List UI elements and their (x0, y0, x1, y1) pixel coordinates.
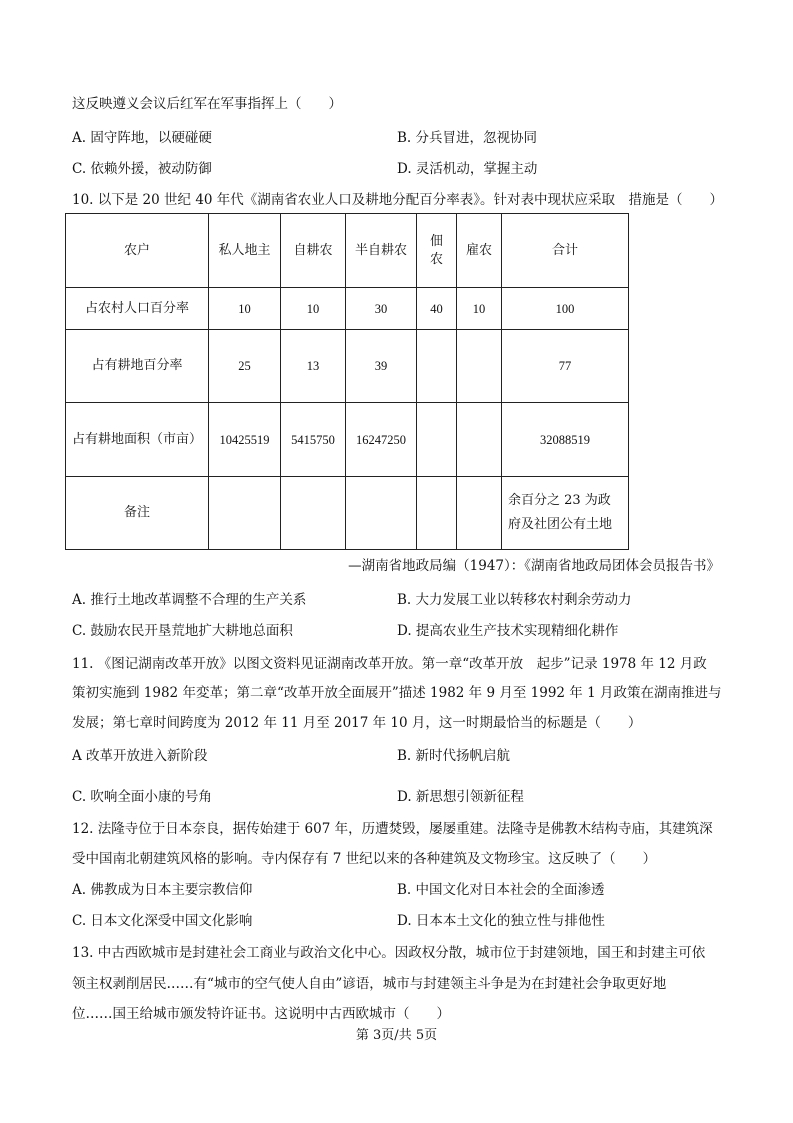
q11-line-3: 发展；第七章时间跨度为 2012 年 11 月至 2017 年 10 月，这一时期最恰当的标题是（ ） (72, 715, 642, 731)
table-cell (281, 477, 346, 550)
row-label: 占农村人口百分率 (66, 288, 209, 330)
q12-option-d: D. 日本本土文化的独立性与排他性 (397, 913, 605, 929)
q12-option-b: B. 中国文化对日本社会的全面渗透 (397, 882, 605, 898)
note-line-1: 余百分之 23 为政 (508, 493, 611, 508)
table-cell: 30 (346, 288, 417, 330)
q11-option-b: B. 新时代扬帆启航 (397, 748, 511, 764)
table-row (66, 330, 629, 403)
q10-option-b: B. 大力发展工业以转移农村剩余劳动力 (397, 592, 632, 608)
q10-option-c: C. 鼓励农民开垦荒地扩大耕地总面积 (72, 623, 293, 639)
header-cell-semi-owner: 半自耕农 (346, 214, 417, 288)
q12-option-c: C. 日本文化深受中国文化影响 (72, 913, 253, 929)
row-label: 备注 (66, 477, 209, 550)
table-row (66, 403, 629, 477)
row-label: 占有耕地百分率 (66, 330, 209, 403)
table-header-row (66, 214, 629, 288)
table-cell (417, 330, 457, 403)
header-cell-landlord: 私人地主 (209, 214, 281, 288)
q9-option-d: D. 灵活机动，掌握主动 (397, 161, 538, 177)
table-cell (457, 330, 502, 403)
table-cell: 13 (281, 330, 346, 403)
q13-line-2: 领主权剥削居民……有“城市的空气使人自由”谚语，城市与封建领主斗争是为在封建社会争取更好地 (72, 976, 667, 992)
header-cell-total: 合计 (502, 214, 629, 288)
table-source: —湖南省地政局编（1947）：《湖南省地政局团体会员报告书》 (348, 558, 720, 574)
table-cell: 10 (457, 288, 502, 330)
header-tenant-char-2: 农 (429, 251, 443, 267)
table-cell (417, 477, 457, 550)
table-cell: 25 (209, 330, 281, 403)
table-cell: 32088519 (502, 403, 629, 477)
page-footer: 第 3页/共 5页 (355, 1028, 438, 1043)
header-cell-owner-peasant: 自耕农 (281, 214, 346, 288)
q11-option-c: C. 吹响全面小康的号角 (72, 789, 212, 805)
table-cell: 10425519 (209, 403, 281, 477)
table-cell: 5415750 (281, 403, 346, 477)
header-tenant-char-1: 佃 (429, 233, 443, 249)
header-cell-hired-laborer: 雇农 (457, 214, 502, 288)
q11-option-a: A 改革开放进入新阶段 (72, 748, 208, 764)
row-label: 占有耕地面积（市亩） (66, 403, 209, 477)
table-cell: 40 (417, 288, 457, 330)
q10-option-d: D. 提高农业生产技术实现精细化耕作 (397, 623, 619, 639)
q10-option-a: A. 推行土地改革调整不合理的生产关系 (72, 592, 307, 608)
table-cell: 16247250 (346, 403, 417, 477)
table-cell (457, 403, 502, 477)
q9-option-a: A. 固守阵地，以硬碰硬 (72, 130, 212, 146)
header-cell-tenant (417, 214, 457, 288)
q13-line-1: 13. 中古西欧城市是封建社会工商业与政治文化中心。因政权分散，城市位于封建领地，国王和封建主可依 (72, 945, 706, 961)
q9-option-b: B. 分兵冒进，忽视协同 (397, 130, 538, 146)
q11-option-d: D. 新思想引领新征程 (397, 789, 524, 805)
table-cell (346, 477, 417, 550)
table-cell: 100 (502, 288, 629, 330)
land-distribution-table (65, 213, 629, 550)
table-cell (457, 477, 502, 550)
table-cell: 10 (281, 288, 346, 330)
table-row (66, 288, 629, 330)
q11-line-1: 11. 《图记湖南改革开放》以图文资料见证湖南改革开放。第一章“改革开放 起步”记录 1978 年 12 月政 (72, 656, 707, 672)
q10-stem: 10. 以下是 20 世纪 40 年代《湖南省农业人口及耕地分配百分率表》。针对表中现状应采取 措施是（ ） (72, 192, 724, 208)
q9-option-c: C. 依赖外援，被动防御 (72, 161, 212, 177)
note-cell (502, 477, 629, 550)
q13-line-3: 位……国王给城市颁发特许证书。这说明中古西欧城市（ ） (72, 1006, 450, 1022)
q11-line-2: 策初实施到 1982 年変革；第二章“改革开放全面展开”描述 1982 年 9 月至 1992 年 1 月政策在湖南推进与 (72, 685, 722, 701)
table-cell (209, 477, 281, 550)
table-cell: 10 (209, 288, 281, 330)
table-row (66, 477, 629, 550)
note-line-2: 府及社团公有土地 (508, 517, 613, 532)
table-cell: 77 (502, 330, 629, 403)
table-cell: 39 (346, 330, 417, 403)
q12-line-2: 受中国南北朝建筑风格的影响。寺内保存有 7 世纪以来的各种建筑及文物珍宝。这反映了（ ） (72, 851, 657, 867)
q12-option-a: A. 佛教成为日本主要宗教信仰 (72, 882, 253, 898)
q12-line-1: 12. 法隆寺位于日本奈良，据传始建于 607 年，历遭焚毁，屡屡重建。法隆寺是佛教木结构寺庙，其建筑深 (72, 821, 713, 837)
header-cell-household: 农户 (66, 214, 209, 288)
q9-stem-tail: 这反映遵义会议后红军在军事指挥上（ ） (72, 96, 342, 112)
table-cell (417, 403, 457, 477)
